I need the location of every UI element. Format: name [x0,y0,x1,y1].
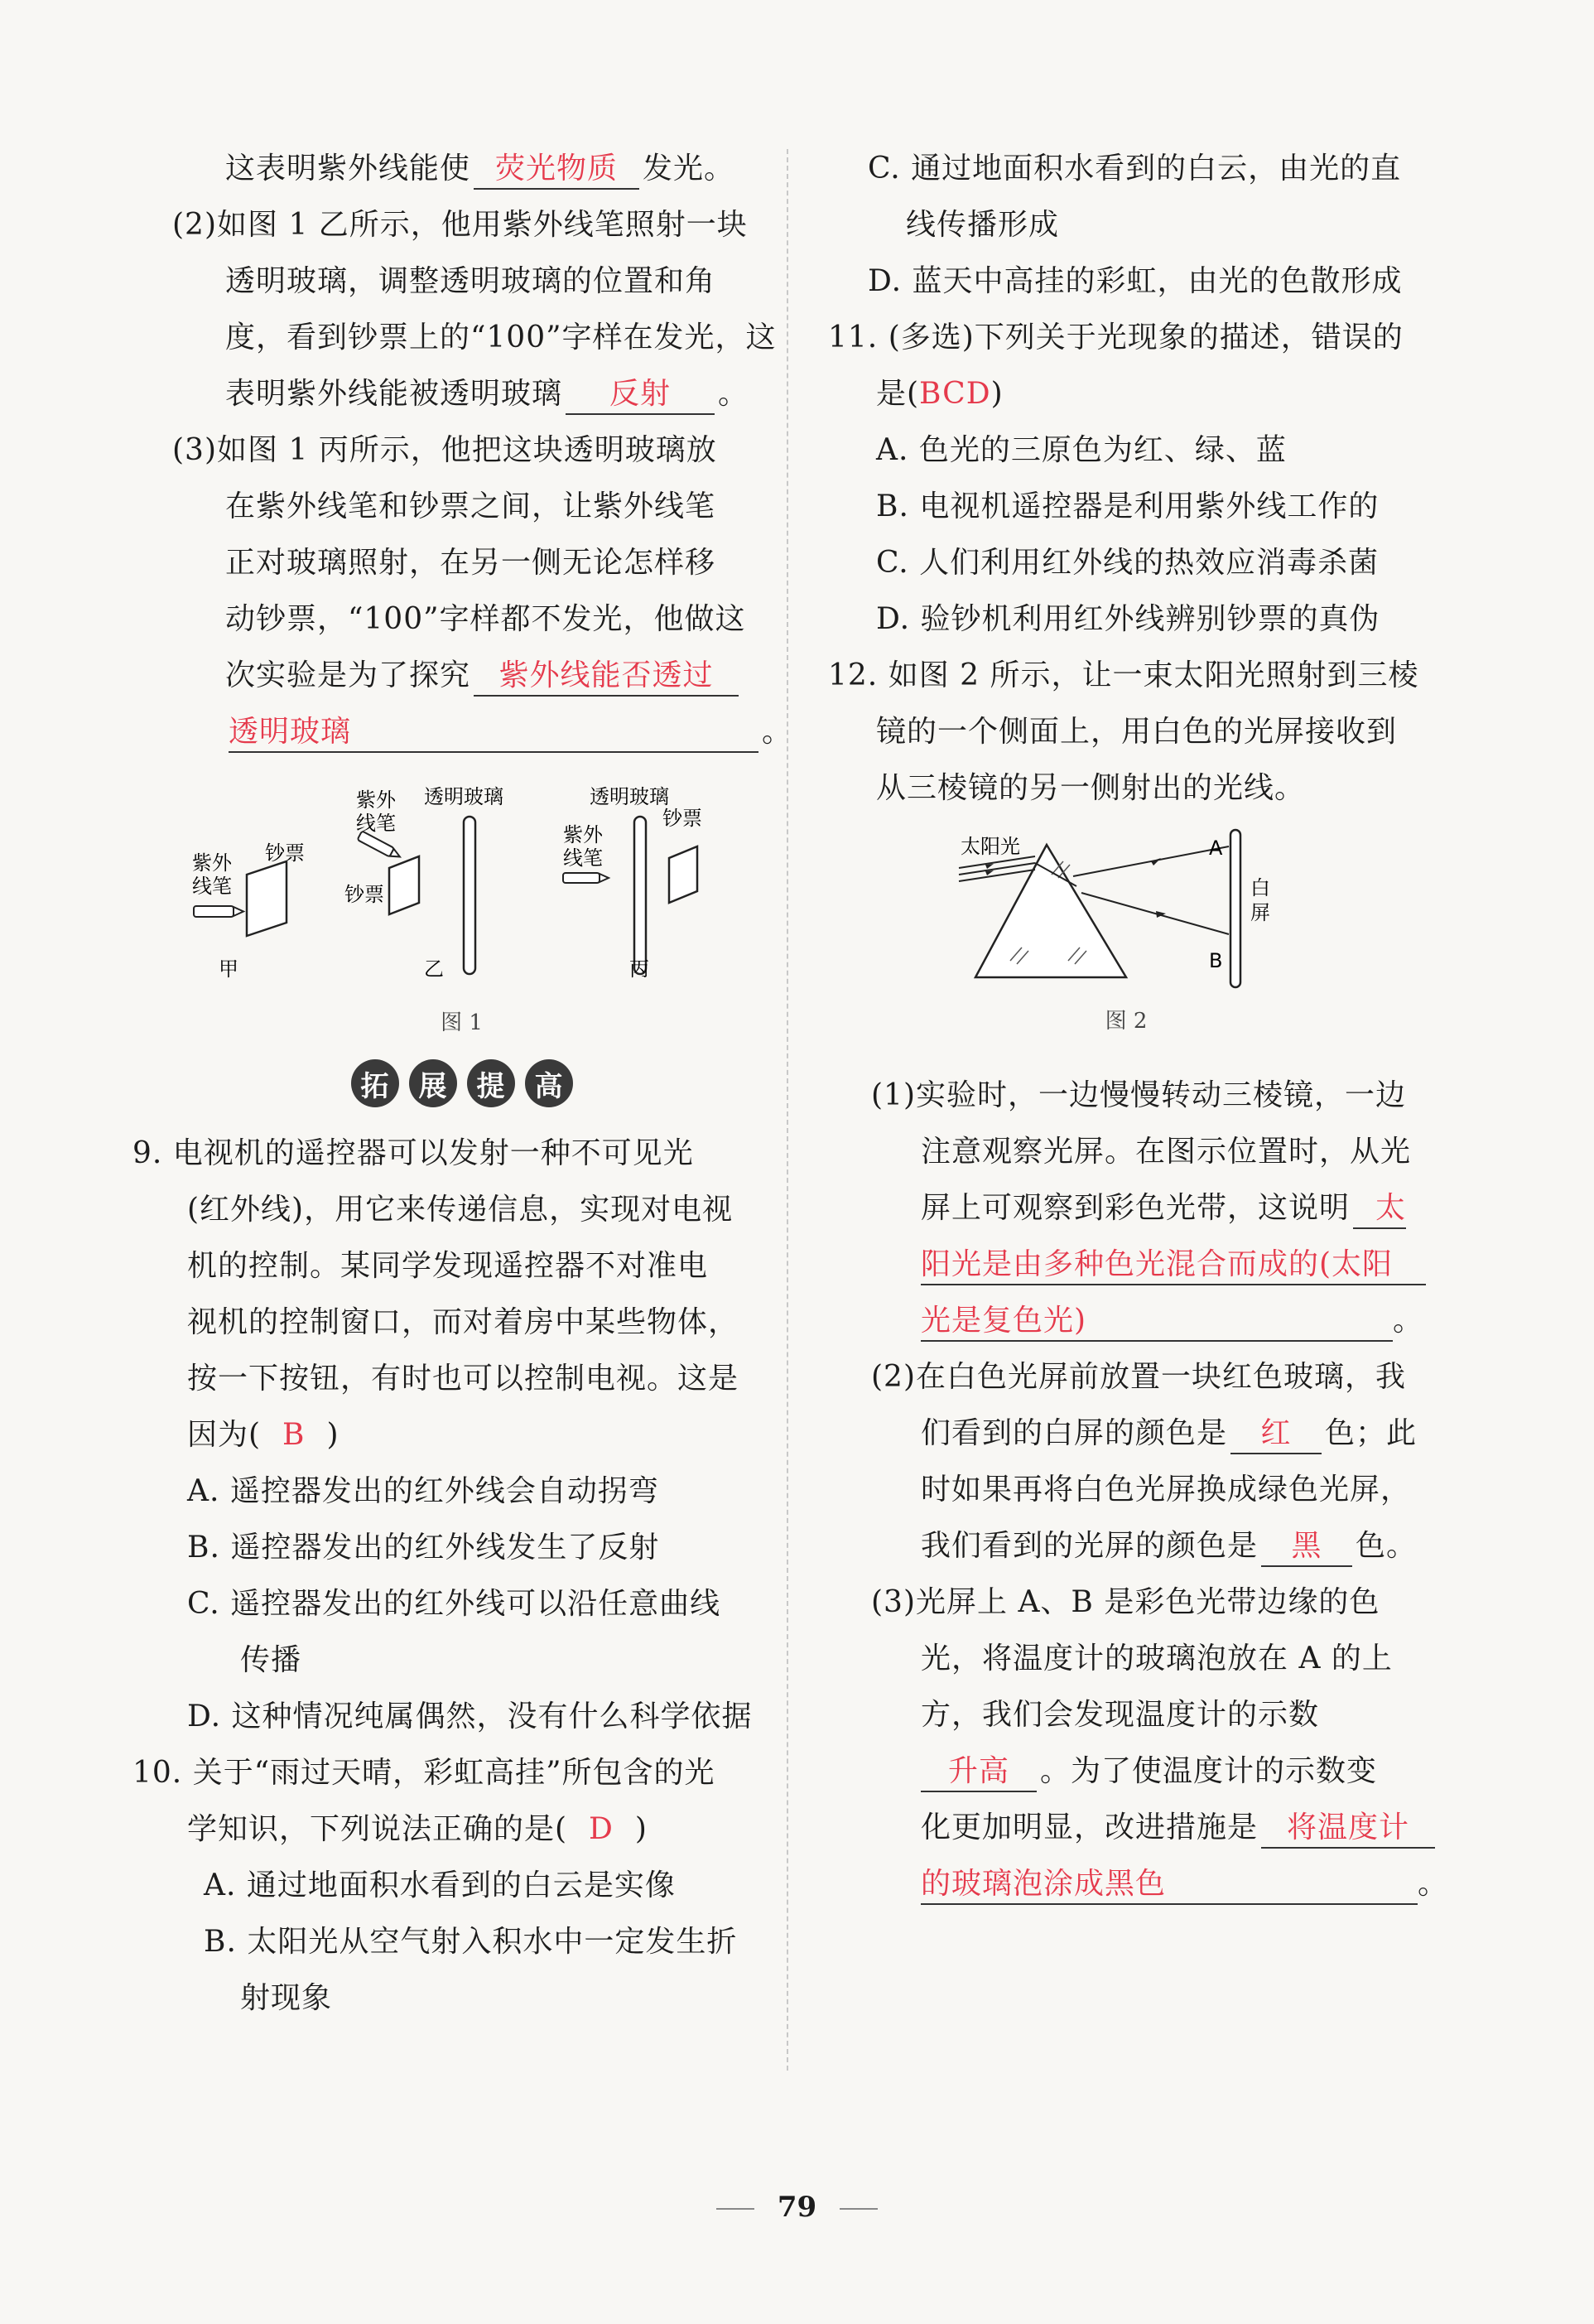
q9-line: 按一下按钮，有时也可以控制电视。这是 [187,1362,739,1396]
answer-text: D [589,1812,614,1846]
option-b: B. 太阳光从空气射入积水中一定发生折 [204,1925,738,1959]
q9-line: (红外线)，用它来传递信息，实现对电视 [187,1193,734,1227]
option-c-cont: 传播 [240,1643,302,1677]
option-c-cont: 线传播形成 [906,208,1060,242]
q12-part3-line: 升高 。为了使温度计的示数变 [828,1743,1437,1800]
page-number-dash [840,2208,878,2210]
prism-shape [975,845,1126,977]
answer-blank: 光是复色光) [921,1302,1393,1342]
q12-part1-line [828,1237,1437,1293]
figure-sublabel: 乙 [424,957,444,981]
point-a-label: A [1209,837,1223,860]
glass-label: 透明玻璃 [590,785,669,808]
page-number-dash [716,2208,754,2210]
figure-2 [952,828,1437,1034]
q9-line: 视机的控制窗口，而对着房中某些物体， [187,1305,739,1339]
right-column [828,141,1449,1912]
arrow-icon [1151,858,1166,918]
answer-text: B [282,1418,306,1452]
pen-label: 线笔 [563,846,603,870]
q8-part2-line: 度，看到钞票上的“100”字样在发光，这 [225,321,777,354]
option-d: D. 蓝天中高挂的彩虹，由光的色散形成 [868,264,1403,298]
q12-part1-line: 注意观察光屏。在图示位置时，从光 [921,1135,1412,1169]
uv-pen-icon [194,906,243,917]
glass-shape [634,817,646,974]
banknote-shape [669,846,697,903]
pen-label: 紫外 [563,823,603,846]
q8-part3-line: 次实验是为了探究 紫外线能否透过 [157,648,766,704]
q12-part3-line: 光，将温度计的玻璃泡放在 A 的上 [921,1642,1393,1675]
q12-part2-line: (2)在白色光屏前放置一块红色玻璃，我 [871,1360,1406,1394]
left-column [132,141,793,2027]
white-screen-shape [1230,830,1240,987]
section-title-char: 高 [525,1059,573,1107]
q10-line: 学知识，下列说法正确的是( D ) [187,1812,648,1846]
pen-label: 紫外 [192,851,232,875]
figure-2-drawing [952,828,1300,994]
pen-label: 线笔 [356,812,396,835]
figure-2-caption: 图 2 [1105,1009,1148,1034]
q10-line: 10. 关于“雨过天晴，彩虹高挂”所包含的光 [132,1756,715,1790]
q12-part3-line: 化更加明显，改进措施是 将温度计 [828,1800,1437,1856]
q9-line: 9. 电视机的遥控器可以发射一种不可见光 [132,1136,694,1170]
column-divider [787,149,788,2071]
answer-blank: 太 [1353,1189,1406,1229]
q9-line: 机的控制。某同学发现遥控器不对准电 [187,1249,709,1283]
point-b-label: B [1209,949,1223,972]
glass-shape [464,817,475,974]
question-9 [132,1126,766,1745]
question-12 [828,648,1449,1912]
q8-part3-line: 透明玻璃 。 [157,704,766,760]
option-c: C. 通过地面积水看到的白云，由光的直 [868,152,1402,186]
question-10 [132,1745,766,2027]
section-title-char: 拓 [351,1059,399,1107]
option-a: A. 通过地面积水看到的白云是实像 [204,1868,676,1902]
figure-sublabel: 丙 [629,957,649,981]
q12-part1-line: 屏上可观察到彩色光带，这说明 太 [828,1180,1437,1237]
q12-part1-line: (1)实验时，一边慢慢转动三棱镜，一边 [871,1078,1406,1112]
option-b: B. 电视机遥控器是利用紫外线工作的 [876,489,1380,523]
q8-part2-line: 表明紫外线能被透明玻璃 反射 。 [157,366,766,422]
option-a: A. 色光的三原色为红、绿、蓝 [876,433,1287,467]
option-d: D. 验钞机利用红外线辨别钞票的真伪 [876,602,1380,636]
option-c: C. 人们利用红外线的热效应消毒杀菌 [876,546,1380,580]
q12-line: 12. 如图 2 所示，让一束太阳光照射到三棱 [828,658,1419,692]
banknote-shape [389,856,419,914]
banknote-shape [247,861,287,936]
note-label: 钞票 [265,841,305,865]
screen-label: 白 [1250,876,1270,899]
q8-part3-line: (3)如图 1 丙所示，他把这块透明玻璃放 [172,433,717,467]
question-10-cont [828,141,1437,310]
question-11 [828,310,1437,648]
uv-pen-icon [358,831,402,861]
answer-blank: 将温度计 [1261,1809,1435,1849]
figure-sublabel: 甲 [219,957,238,981]
q9-line: 因为( B ) [187,1418,340,1452]
q8-part3-line: 正对玻璃照射，在另一侧无论怎样移 [225,546,716,580]
q12-part2-line: 们看到的白屏的颜色是 红 色；此 [828,1405,1437,1462]
answer-blank: 红 [1230,1415,1322,1454]
q12-part1-line: 光是复色光) 。 [828,1293,1437,1349]
option-a: A. 遥控器发出的红外线会自动拐弯 [187,1474,659,1508]
q8-part3-line: 在紫外线笔和钞票之间，让紫外线笔 [225,489,716,523]
pen-label: 线笔 [192,875,232,898]
answer-blank: 透明玻璃 [229,713,758,753]
q11-line: 是(BCD) [876,377,1004,411]
figure-1 [157,777,766,1036]
page-number: 79 [0,2191,1594,2224]
q12-part3-line: (3)光屏上 A、B 是彩色光带边缘的色 [871,1585,1380,1619]
q12-line: 镜的一个侧面上，用白色的光屏接收到 [876,715,1398,749]
sunlight-rays [959,856,1035,881]
figure-1-caption: 图 1 [441,1010,483,1035]
section-title [157,1059,766,1107]
screen-label: 屏 [1250,901,1270,924]
figure-1-drawing [157,777,766,984]
dispersed-rays [1073,846,1229,934]
q8-part3-line: 动钞票，“100”字样都不发光，他做这 [225,602,746,636]
answer-blank: 反射 [566,375,715,415]
uv-pen-icon [563,873,609,883]
q12-part3-line: 方，我们会发现温度计的示数 [921,1698,1320,1732]
glass-label: 透明玻璃 [424,785,503,808]
note-label: 钞票 [344,883,384,906]
q8-line: 这表明紫外线能使 荧光物质 发光。 [157,141,766,197]
answer-blank: 荧光物质 [474,150,639,190]
q11-line: 11. (多选)下列关于光现象的描述，错误的 [828,321,1404,354]
q12-line: 从三棱镜的另一侧射出的光线。 [876,771,1306,805]
answer-blank: 紫外线能否透过 [474,657,739,697]
answer-blank: 黑 [1261,1527,1352,1567]
option-b: B. 遥控器发出的红外线发生了反射 [187,1531,660,1565]
answer-text: BCD [919,377,991,411]
option-d: D. 这种情况纯属偶然，没有什么科学依据 [187,1700,753,1733]
section-title-char: 提 [467,1059,515,1107]
q12-part3-line: 的玻璃泡涂成黑色 。 [828,1856,1437,1912]
q12-part2-line: 时如果再将白色光屏换成绿色光屏， [921,1473,1412,1507]
q12-part2-line: 我们看到的光屏的颜色是 黑 色。 [828,1518,1437,1574]
q8-part2-line: 透明玻璃，调整透明玻璃的位置和角 [225,264,716,298]
answer-blank: 的玻璃泡涂成黑色 [921,1865,1418,1905]
note-label: 钞票 [662,807,702,830]
q8-part2-line: (2)如图 1 乙所示，他用紫外线笔照射一块 [172,208,748,242]
section-title-char: 展 [409,1059,457,1107]
pen-label: 紫外 [356,788,396,812]
option-b-cont: 射现象 [240,1981,333,2015]
option-c: C. 遥控器发出的红外线可以沿任意曲线 [187,1587,721,1621]
sun-label: 太阳光 [961,835,1020,858]
answer-blank: 升高 [921,1753,1037,1792]
answer-blank: 阳光是由多种色光混合而成的(太阳 [921,1246,1426,1285]
